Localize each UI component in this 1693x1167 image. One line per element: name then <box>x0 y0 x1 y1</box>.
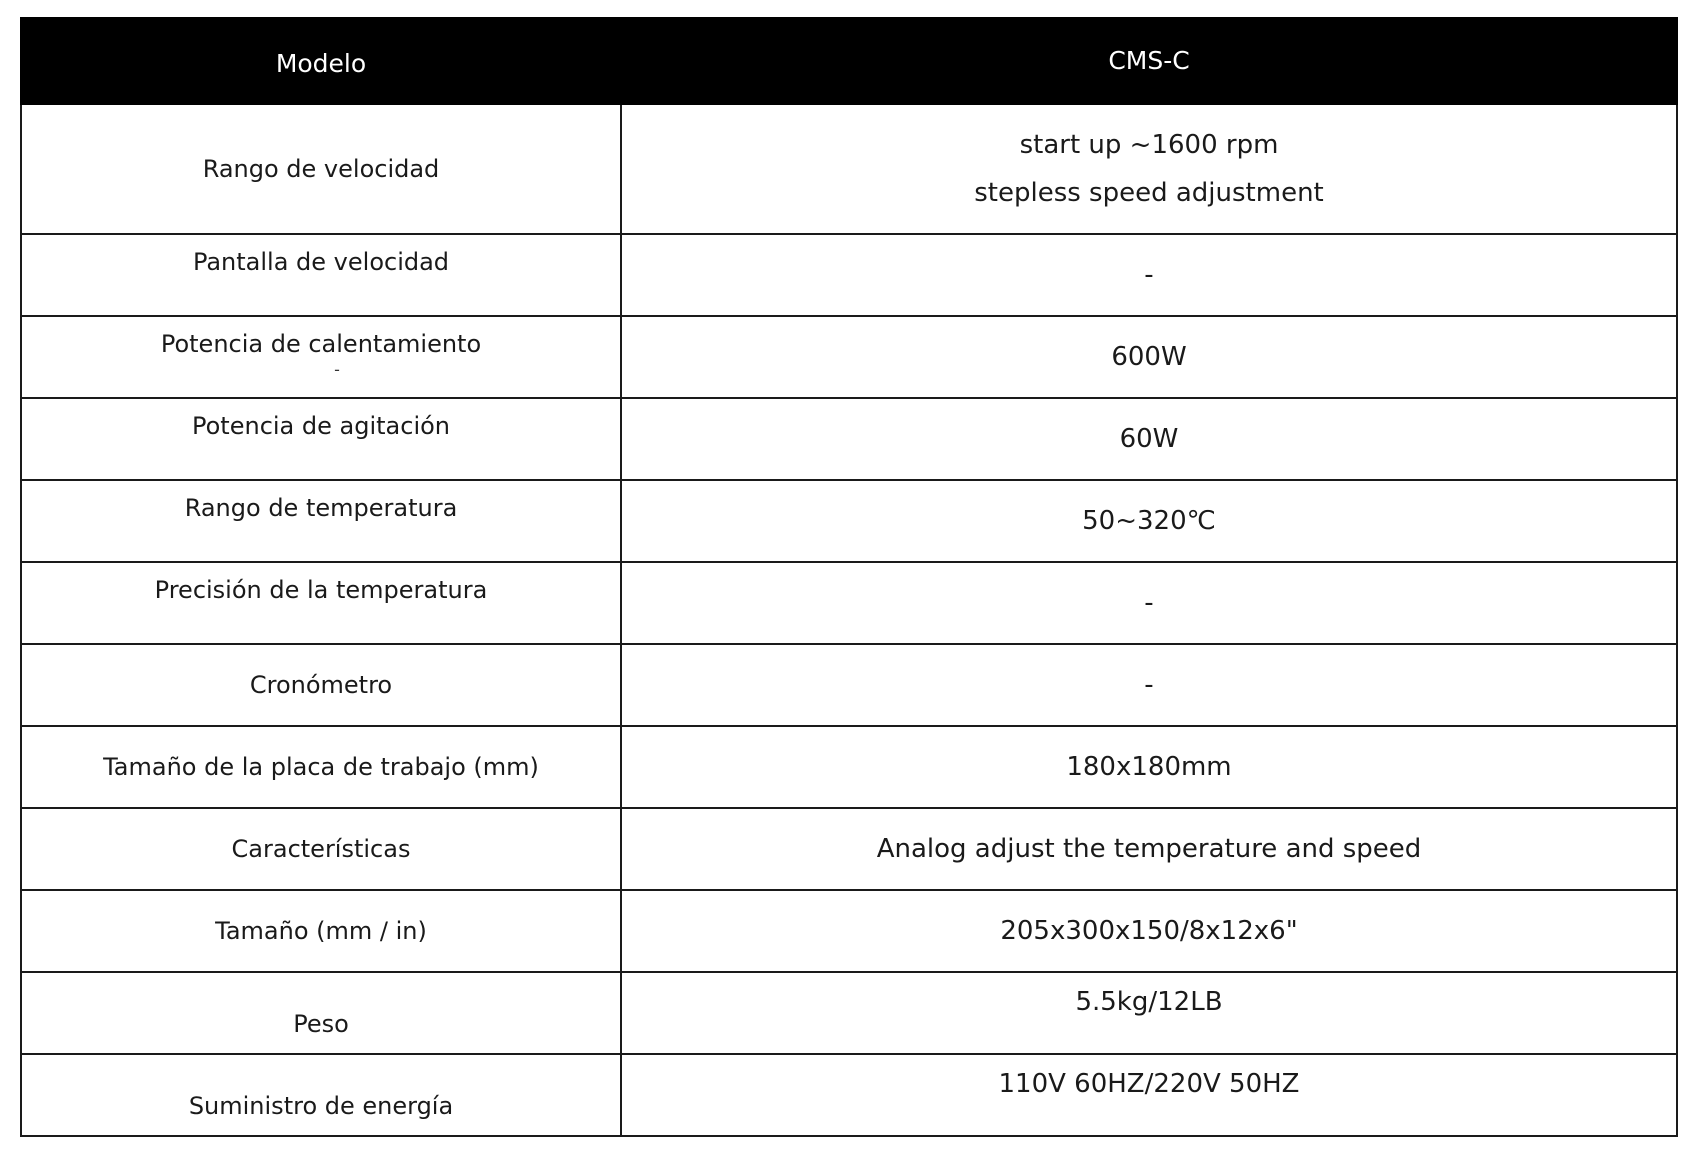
spec-table <box>20 17 1678 1137</box>
table-row <box>21 316 1677 398</box>
row-label: Cronómetro <box>21 644 621 726</box>
row-label: Suministro de energía <box>21 1054 621 1136</box>
header-label: Modelo <box>275 48 367 78</box>
row-value: Analog adjust the temperature and speed <box>621 808 1677 890</box>
row-value: - <box>621 644 1677 726</box>
row-label: Características <box>21 808 621 890</box>
table-row <box>21 726 1677 808</box>
row-value: 50~320℃ <box>621 480 1677 562</box>
row-value: 5.5kg/12LB <box>621 972 1677 1054</box>
value-line: stepless speed adjustment <box>974 178 1324 208</box>
row-label: Potencia de agitación <box>21 398 621 480</box>
row-value: 60W <box>621 398 1677 480</box>
row-label: Rango de temperatura <box>21 480 621 562</box>
table-row <box>21 398 1677 480</box>
row-value: - <box>621 562 1677 644</box>
row-label: Pantalla de velocidad <box>21 234 621 316</box>
row-label: Tamaño de la placa de trabajo (mm) <box>21 726 621 808</box>
table-row <box>21 234 1677 316</box>
row-value: 205x300x150/8x12x6" <box>621 890 1677 972</box>
row-value: 110V 60HZ/220V 50HZ <box>621 1054 1677 1136</box>
row-label: Peso <box>21 972 621 1054</box>
value-line: start up ~1600 rpm <box>1019 130 1279 160</box>
header-label-cell <box>21 18 621 104</box>
row-label: Precisión de la temperatura <box>21 562 621 644</box>
table-row <box>21 104 1677 234</box>
row-value <box>621 104 1677 234</box>
model-name: CMS-C <box>1108 45 1190 75</box>
table-row <box>21 1054 1677 1136</box>
header-value-cell <box>621 18 1677 104</box>
row-value: 180x180mm <box>621 726 1677 808</box>
row-label: Tamaño (mm / in) <box>21 890 621 972</box>
table-row <box>21 808 1677 890</box>
row-label: Potencia de calentamiento <box>160 330 482 358</box>
row-label-cell <box>21 316 621 398</box>
row-label: Rango de velocidad <box>21 104 621 234</box>
row-value: 600W <box>621 316 1677 398</box>
table-row <box>21 644 1677 726</box>
table-row <box>21 890 1677 972</box>
table-row <box>21 972 1677 1054</box>
row-label-sub: - <box>334 360 340 379</box>
header-row <box>21 18 1677 104</box>
table-row <box>21 562 1677 644</box>
row-value: - <box>621 234 1677 316</box>
table-row <box>21 480 1677 562</box>
